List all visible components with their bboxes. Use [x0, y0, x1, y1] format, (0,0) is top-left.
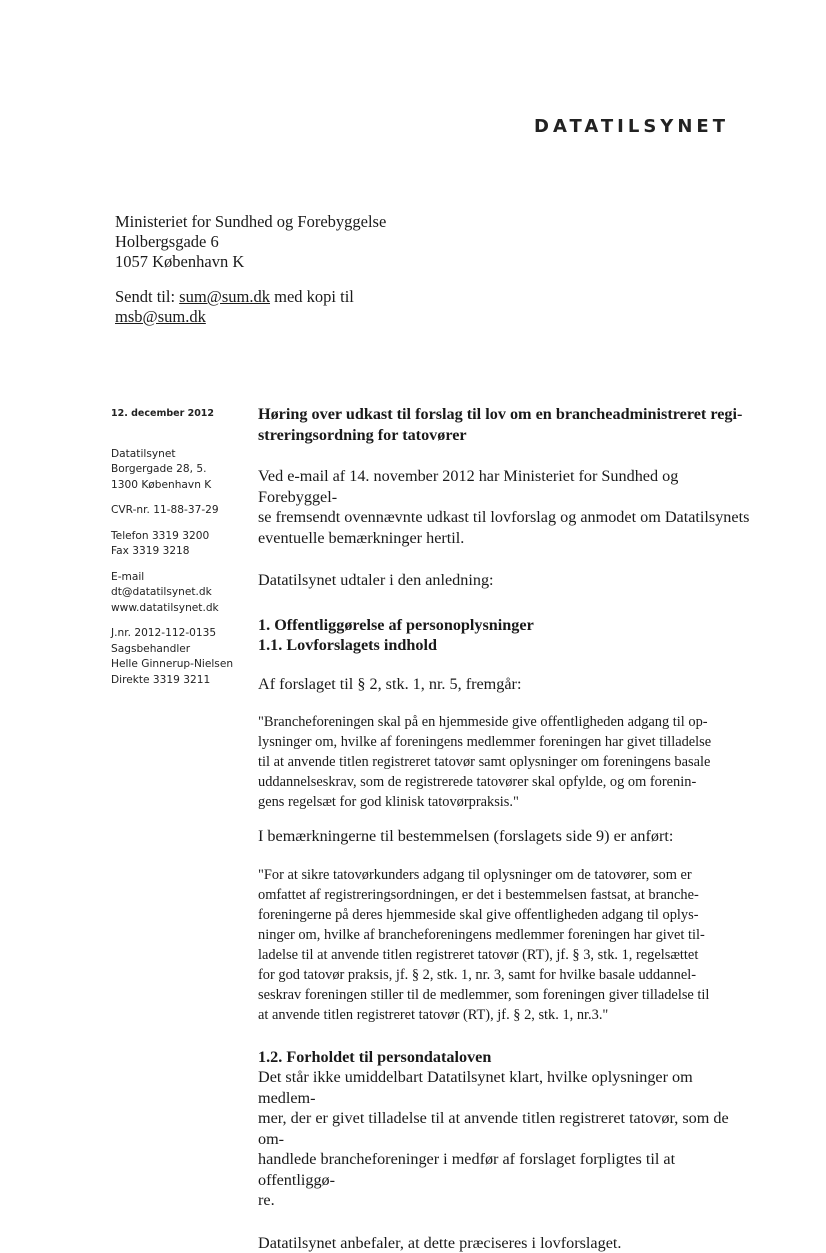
letter-body	[258, 404, 753, 1253]
fax-number: Fax 3319 3218	[111, 544, 251, 560]
remarks-intro: I bemærkningerne til bestemmelsen (forslagets side 9) er anført:	[258, 826, 753, 847]
copy-label: med kopi til	[270, 287, 354, 306]
recipient-street: Holbergsgade 6	[115, 232, 386, 252]
direct-phone: Direkte 3319 3211	[111, 673, 251, 689]
journal-number: J.nr. 2012-112-0135	[111, 626, 251, 642]
website-link[interactable]: www.datatilsynet.dk	[111, 601, 251, 617]
datatilsynet-logo: DATATILSYNET	[534, 116, 729, 137]
recommendation-paragraph: Datatilsynet anbefaler, at dette præciseres i lovforslaget.	[258, 1233, 753, 1253]
letter-subject: Høring over udkast til forslag til lov om en brancheadministreret regi- streringsordning for tatovører	[258, 404, 753, 445]
intro-paragraph: Ved e-mail af 14. november 2012 har Ministeriet for Sundhed og Forebyggel- se fremsendt ovennævnte udkast til lovforslag og anmodet om Datatilsynets eventuelle bemærkninger hertil.	[258, 466, 753, 548]
sent-to-email-link[interactable]: sum@sum.dk	[179, 287, 270, 306]
provision-quote: "Brancheforeningen skal på en hjemmeside give offentligheden adgang til op- lysninger om, hvilke af foreningens medlemmer foreningen har givet tilladelse til at anvende titlen registreret tatovør samt oplysninger om foreningens basale uddannelseskrav, som de registrerede tatovører skal opfylde, og om forenin- gens regelsæt for god klinisk tatovørpraksis."	[258, 712, 753, 812]
email-label: E-mail	[111, 570, 251, 586]
sent-to-block	[115, 287, 354, 327]
sender-city: 1300 København K	[111, 478, 251, 494]
cvr-number: CVR-nr. 11-88-37-29	[111, 503, 251, 519]
section-heading-1-2: 1.2. Forholdet til persondataloven	[258, 1047, 753, 1068]
provision-intro: Af forslaget til § 2, stk. 1, nr. 5, fremgår:	[258, 674, 753, 695]
letter-date: 12. december 2012	[111, 406, 251, 422]
remarks-quote: "For at sikre tatovørkunders adgang til oplysninger om de tatovører, som er omfattet af registreringsordningen, er det i bestemmelsen fastsat, at branche- foreningerne på deres hjemmeside skal give offentligheden adgang til oplys- ninger om, hvilke af brancheforeningens medlemmer foreningen har givet til- ladelse til at anvende titlen registreret tatovør (RT), jf. § 3, stk. 1, regelsættet for god tatovør praksis, jf. § 2, stk. 1, nr. 3, samt for hvilke basale uddannel- seskrav foreningen stiller til de medlemmer, som foreningen giver tilladelse til at anvende titlen registreret tatovør (RT), jf. § 2, stk. 1, nr.3."	[258, 865, 753, 1025]
recipient-address	[115, 212, 386, 272]
handler-name: Helle Ginnerup-Nielsen	[111, 657, 251, 673]
recipient-city: 1057 København K	[115, 252, 386, 272]
sent-to-label: Sendt til:	[115, 287, 179, 306]
section-heading-1: 1. Offentliggørelse af personoplysninger	[258, 615, 753, 636]
phone-number: Telefon 3319 3200	[111, 529, 251, 545]
data-law-paragraph: Det står ikke umiddelbart Datatilsynet klart, hvilke oplysninger om medlem- mer, der er givet tilladelse til at anvende titlen registreret tatovør, som de om- handlede brancheforeninger i medfør af forslaget forpligtes til at offentliggø- re.	[258, 1067, 753, 1211]
handler-label: Sagsbehandler	[111, 642, 251, 658]
section-heading-1-1: 1.1. Lovforslagets indhold	[258, 635, 753, 656]
copy-email-link[interactable]: msb@sum.dk	[115, 307, 206, 326]
recipient-name: Ministeriet for Sundhed og Forebyggelse	[115, 212, 386, 232]
sender-email-link[interactable]: dt@datatilsynet.dk	[111, 585, 251, 601]
statement-paragraph: Datatilsynet udtaler i den anledning:	[258, 570, 753, 591]
sender-sidebar	[111, 406, 251, 698]
sender-street: Borgergade 28, 5.	[111, 462, 251, 478]
sender-org: Datatilsynet	[111, 447, 251, 463]
